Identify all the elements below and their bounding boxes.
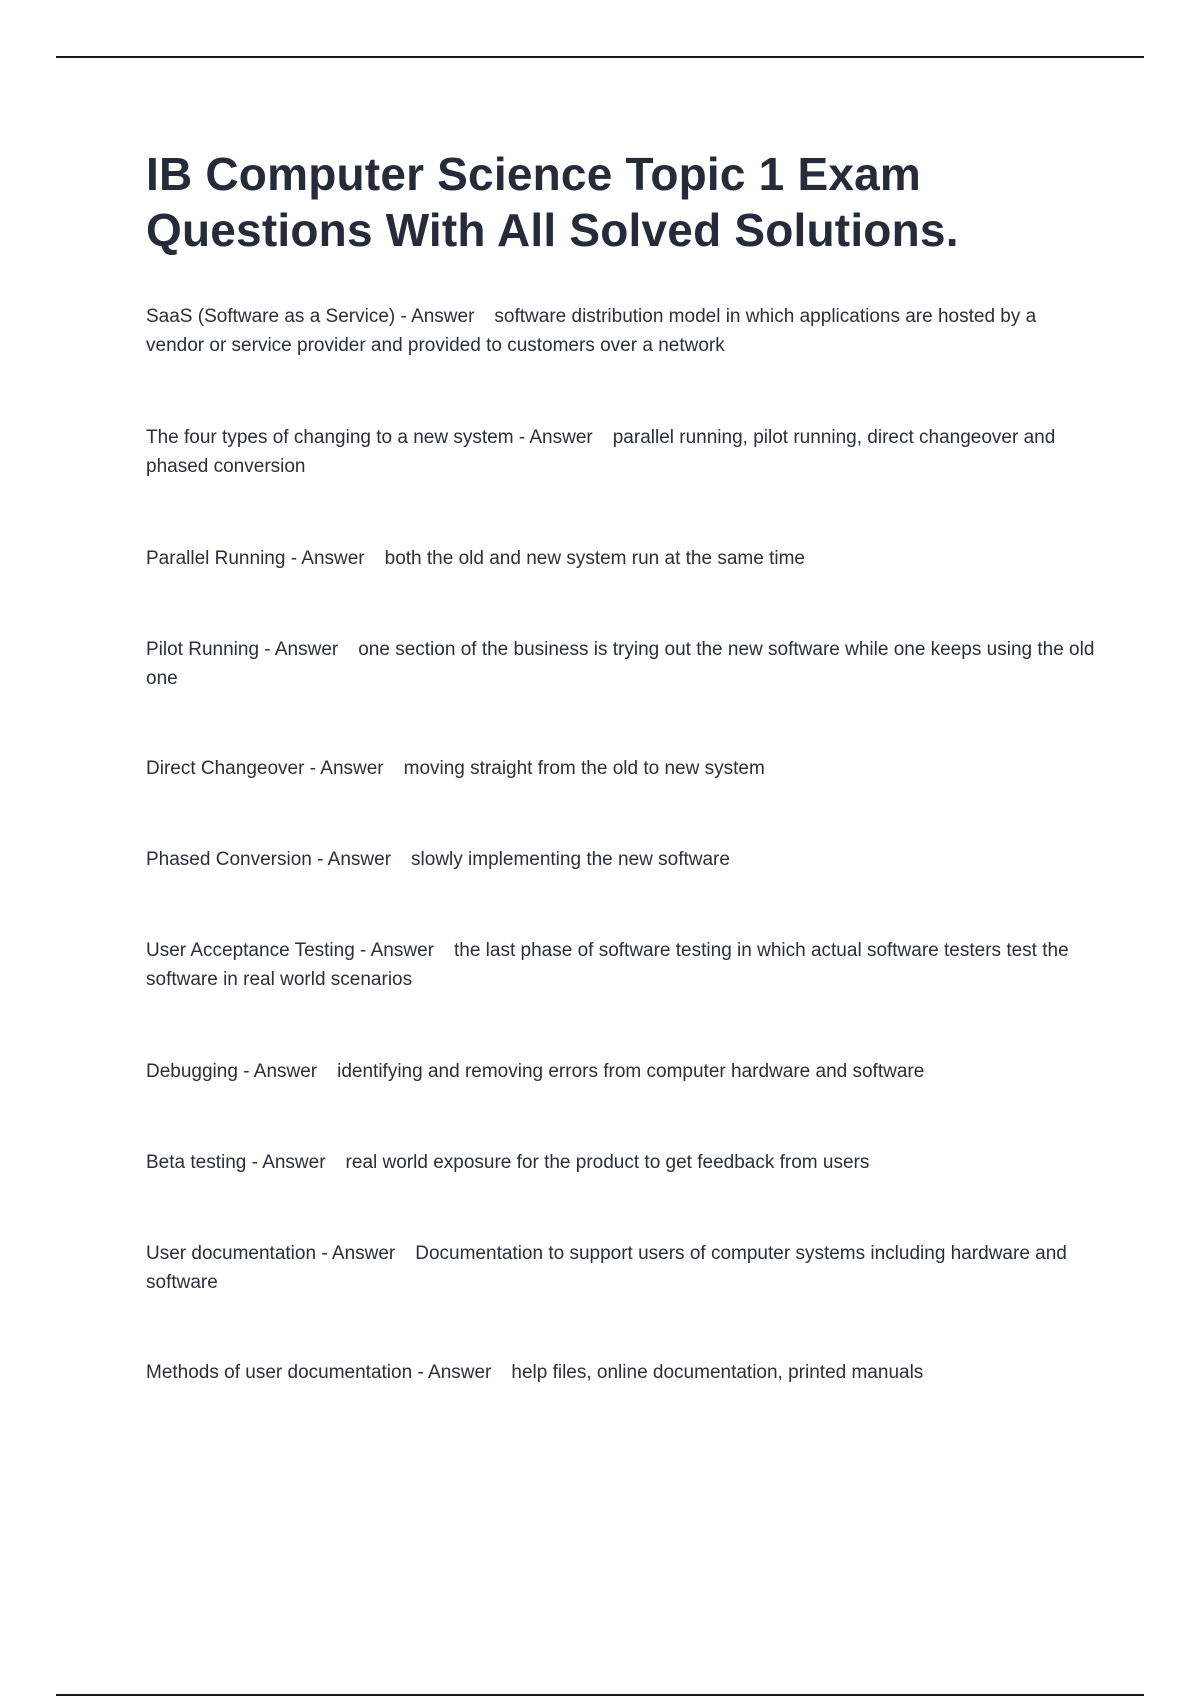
qa-item xyxy=(146,1239,1096,1297)
page-title: IB Computer Science Topic 1 Exam Questions With All Solved Solutions. xyxy=(146,148,959,256)
qa-answer-label: Answer xyxy=(253,1061,318,1082)
qa-answer-label: Answer xyxy=(262,1152,326,1173)
qa-answer: the last phase of software testing in which actual software testers test the software in real world scenarios xyxy=(146,940,1069,990)
qa-answer-label: Answer xyxy=(529,427,593,448)
qa-answer-label: Answer xyxy=(274,639,339,660)
qa-answer: identifying and removing errors from computer hardware and software xyxy=(337,1061,925,1082)
qa-answer: one section of the business is trying out the new software while one keeps using the old one xyxy=(146,639,1095,689)
qa-term: Debugging xyxy=(146,1061,238,1082)
qa-term: Direct Changeover xyxy=(146,758,305,779)
qa-answer-label: Answer xyxy=(331,1243,396,1264)
qa-answer: Documentation to support users of computer systems including hardware and software xyxy=(146,1243,1067,1293)
qa-answer: moving straight from the old to new system xyxy=(403,758,765,779)
qa-answer: both the old and new system run at the same time xyxy=(384,548,805,569)
qa-answer: real world exposure for the product to get feedback from users xyxy=(345,1152,870,1173)
qa-answer-label: Answer xyxy=(411,306,475,327)
qa-answer-label: Answer xyxy=(301,548,365,569)
qa-item xyxy=(146,302,1096,360)
qa-answer-label: Answer xyxy=(320,758,384,779)
qa-answer-label: Answer xyxy=(428,1362,492,1383)
qa-item xyxy=(146,1057,1096,1086)
qa-item xyxy=(146,635,1096,693)
qa-item xyxy=(146,544,1096,573)
qa-item xyxy=(146,845,1096,874)
qa-term: Beta testing xyxy=(146,1152,247,1173)
qa-term: Parallel Running xyxy=(146,548,286,569)
qa-item xyxy=(146,423,1096,481)
qa-term: The four types of changing to a new system xyxy=(146,427,514,448)
qa-item xyxy=(146,754,1096,783)
qa-answer-label: Answer xyxy=(370,940,434,961)
qa-term: Methods of user documentation xyxy=(146,1362,413,1383)
bottom-rule xyxy=(56,1694,1144,1696)
qa-item xyxy=(146,1358,1096,1387)
qa-answer: help files, online documentation, printed manuals xyxy=(511,1362,924,1383)
qa-term: Phased Conversion xyxy=(146,849,312,870)
qa-term: Pilot Running xyxy=(146,639,260,660)
qa-answer-label: Answer xyxy=(327,849,392,870)
qa-term: User documentation xyxy=(146,1243,317,1264)
top-rule xyxy=(56,56,1144,58)
qa-term: User Acceptance Testing xyxy=(146,940,355,961)
qa-term: SaaS (Software as a Service) xyxy=(146,306,396,327)
qa-item xyxy=(146,1148,1096,1177)
qa-answer: slowly implementing the new software xyxy=(411,849,730,870)
qa-answer: software distribution model in which applications are hosted by a vendor or service provider and provided to customers over a network xyxy=(146,306,1037,356)
document-body xyxy=(146,146,1096,1383)
qa-item xyxy=(146,936,1096,994)
qa-answer: parallel running, pilot running, direct changeover and phased conversion xyxy=(146,427,1056,477)
